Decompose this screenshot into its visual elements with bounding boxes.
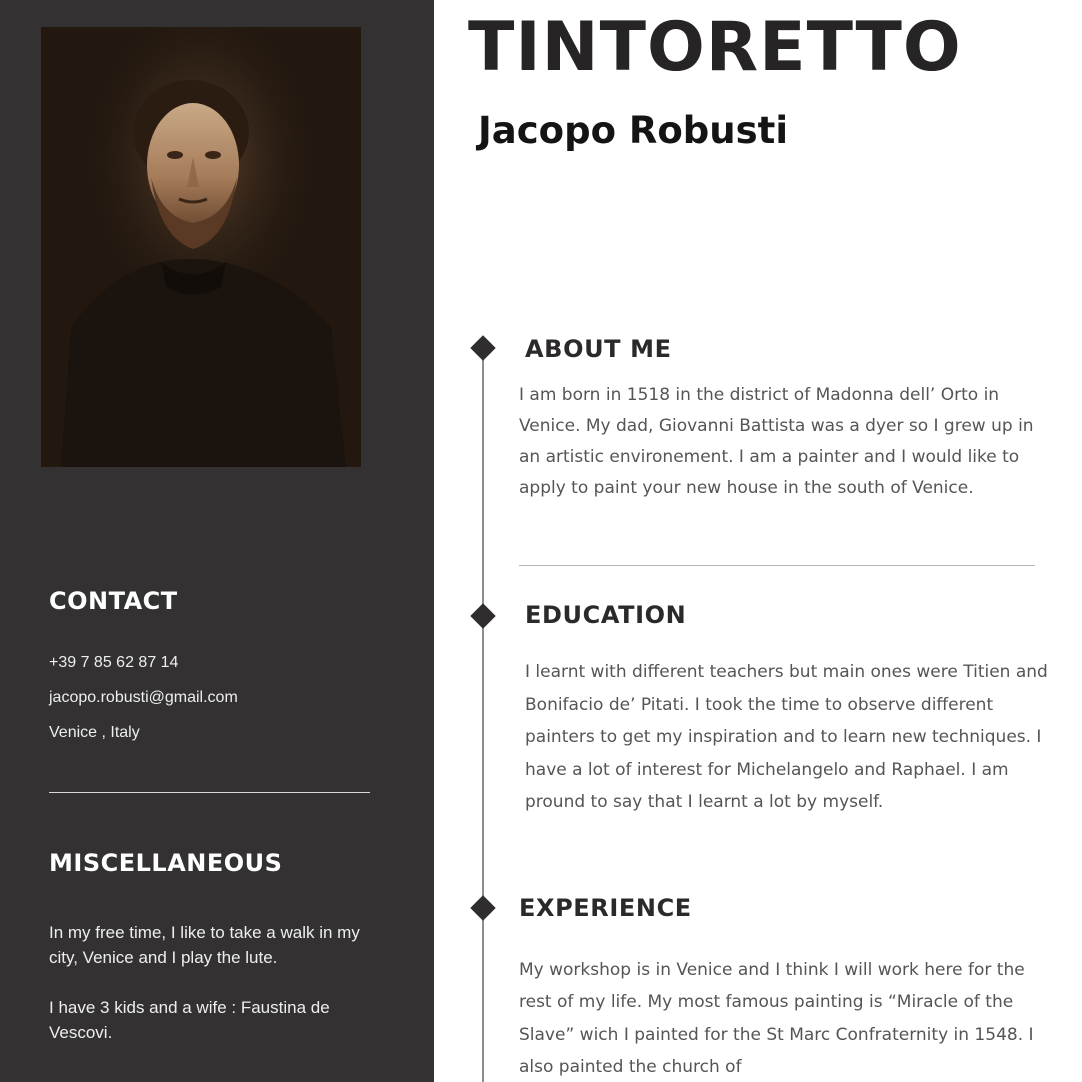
education-heading: EDUCATION: [525, 601, 687, 629]
experience-diamond-icon: [470, 895, 495, 920]
contact-heading: CONTACT: [49, 587, 178, 615]
portrait-icon: [41, 27, 361, 467]
section-divider: [519, 565, 1035, 566]
experience-body: My workshop is in Venice and I think I will work here for the rest of my life. My most famous painting is “Miracle of the Slave” wich I painted for the St Marc Confraternity in 1548. I also painted the church of: [519, 960, 1034, 1078]
miscellaneous-paragraph-2: I have 3 kids and a wife : Faustina de Vescovi.: [49, 998, 330, 1042]
sidebar: [0, 0, 434, 1082]
timeline-line: [482, 348, 484, 1082]
experience-heading: EXPERIENCE: [519, 894, 692, 922]
page-subtitle: Jacopo Robusti: [478, 109, 789, 152]
contact-location: Venice , Italy: [49, 724, 140, 741]
miscellaneous-heading: MISCELLANEOUS: [49, 849, 283, 877]
sidebar-divider: [49, 792, 370, 793]
about-body: I am born in 1518 in the district of Madonna dell’ Orto in Venice. My dad, Giovanni Battista was a dyer so I grew up in an artistic environement. I am a painter and I would like to apply to paint your new house in the south of Venice.: [519, 385, 1034, 498]
about-diamond-icon: [470, 335, 495, 360]
education-body: I learnt with different teachers but main ones were Titien and Bonifacio de’ Pitati. I took the time to observe different painters to get my inspiration and to learn new techniques. I have a lot of interest for Michelangelo and Raphael. I am pround to say that I learnt a lot by myself.: [525, 662, 1048, 813]
about-heading: ABOUT ME: [525, 335, 672, 363]
portrait-image: [41, 27, 361, 467]
contact-email: jacopo.robusti@gmail.com: [49, 689, 238, 706]
page-title: TINTORETTO: [468, 8, 962, 87]
education-diamond-icon: [470, 603, 495, 628]
contact-phone: +39 7 85 62 87 14: [49, 654, 179, 671]
miscellaneous-paragraph-1: In my free time, I like to take a walk in my city, Venice and I play the lute.: [49, 923, 360, 967]
